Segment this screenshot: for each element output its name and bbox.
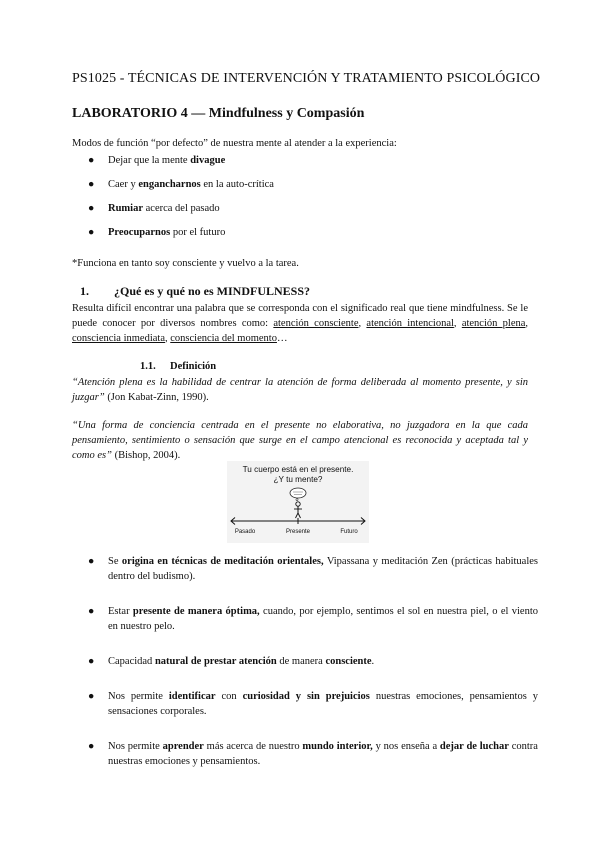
list-item: ● Se origina en técnicas de meditación orientales, Vipassana y meditación Zen (prácticas habituales dentro del budismo). (88, 556, 539, 582)
bullet-icon: ● (88, 179, 95, 190)
term: atención intencional (366, 318, 454, 329)
bullet-icon: ● (88, 656, 95, 667)
modes-intro: Modos de función “por defecto” de nuestra mente al atender a la experiencia: (72, 138, 397, 149)
course-title: PS1025 - TÉCNICAS DE INTERVENCIÓN Y TRATAMIENTO PSICOLÓGICO (72, 71, 541, 86)
bullet-icon: ● (88, 227, 95, 238)
section-paragraph: Resulta difícil encontrar una palabra que se corresponda con el significado real que tiene mindfulness. Se le puede conocer por diversos nombres como: atención consciente, atención intencional, atención plena, consciencia inmediata, consciencia del momento… (72, 303, 529, 344)
modes-list (88, 154, 538, 250)
term: atención plena (461, 318, 526, 329)
term: consciencia del momento (170, 333, 277, 344)
figure-caption-line1: Tu cuerpo está en el presente. (242, 465, 354, 474)
bullet-icon: ● (88, 606, 95, 617)
note: *Funciona en tanto soy consciente y vuelvo a la tarea. (72, 258, 299, 269)
timeline-label-future: Futuro (340, 529, 358, 535)
bullet-icon: ● (88, 203, 95, 214)
bullet-icon: ● (88, 691, 95, 702)
thought-bubble-icon (290, 488, 306, 501)
lab-title: LABORATORIO 4 — Mindfulness y Compasión (72, 106, 365, 121)
timeline-label-past: Pasado (234, 529, 256, 535)
term: consciencia inmediata (72, 333, 165, 344)
list-item: ● Nos permite identificar con curiosidad y sin prejuicios nuestras emociones, pensamientos y sensaciones corporales. (88, 691, 538, 717)
subsection-heading: 1.1. Definición (140, 361, 217, 372)
list-item: ● Nos permite aprender más acerca de nuestro mundo interior, y nos enseña a dejar de luchar contra nuestras emociones y pensamientos. (88, 741, 538, 767)
bullet-icon: ● (88, 155, 95, 166)
list-item: ● Rumiar acerca del pasado (88, 203, 220, 214)
timeline-arrow-icon (231, 518, 365, 525)
list-item: ● Estar presente de manera óptima, cuando, por ejemplo, sentimos el sol en nuestra piel, o el viento en nuestro pelo. (88, 606, 538, 632)
section-heading: 1. ¿Qué es y qué no es MINDFULNESS? (80, 284, 311, 298)
list-item: ● Preocuparnos por el futuro (88, 227, 226, 238)
quote-bishop: “Una forma de conciencia centrada en el presente no elaborativa, no juzgadora en la que cada pensamiento, sentimiento o sensación que surge en el campo atencional es reconocida y aceptada tal y como es” (Bishop, 2004). (72, 420, 528, 461)
list-item: ● Dejar que la mente divague (88, 155, 226, 166)
person-icon (294, 502, 302, 518)
quote-kabat-zinn: “Atención plena es la habilidad de centrar la atención de forma deliberada al momento presente, y sin juzgar” (Jon Kabat-Zinn, 1990). (72, 377, 528, 403)
bullet-icon: ● (88, 741, 95, 752)
figure-caption-line2: ¿Y tu mente? (273, 475, 323, 484)
timeline-label-present: Presente (285, 529, 311, 535)
bullet-icon: ● (88, 556, 95, 567)
info-list (88, 554, 538, 789)
list-item: ● Capacidad natural de prestar atención de manera consciente. (88, 656, 375, 667)
term: atención consciente (273, 318, 359, 329)
list-item: ● Caer y engancharnos en la auto-crítica (88, 179, 274, 190)
mindfulness-figure (227, 461, 369, 543)
